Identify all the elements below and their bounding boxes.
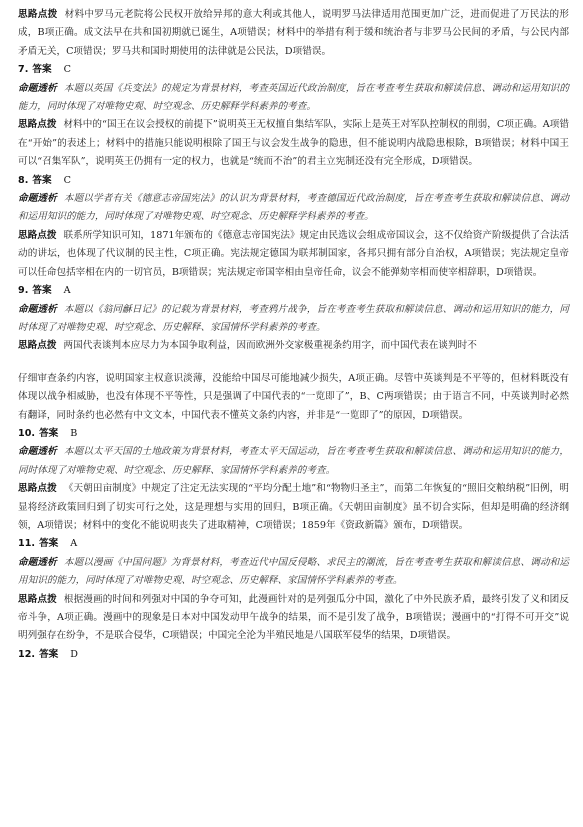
question-7-header [18, 61, 569, 79]
intent-label: 命题透析 [18, 556, 57, 568]
question-8-intent [18, 190, 569, 227]
analysis-text: 材料中的“国王在议会授权的前提下”说明英王无权擅自集结军队，实际上是英王对军队控制权的削弱，C项正确。A项错在“开始”的表述上；材料中的措施只能说明根除了国王与议会发生战争的隐患，但不能说明内战隐患根除，B项错误；材料中国王可以“召集军队”，说明英王仍拥有一定的权力，也就是“统而不治”的君主立宪制还没有完全形成，D项错误。 [18, 119, 569, 168]
answer-letter: B [70, 427, 78, 439]
question-9-analysis [18, 337, 569, 355]
answer-letter: C [63, 64, 71, 76]
analysis-text-continued: 仔细审查条约内容，说明国家主权意识淡薄，没能给中国尽可能地减少损失，A项正确。尽管中英谈判是不平等的，但材料既没有体现以战争相威胁，也没有体现不平等性，只是强调了中国代表的“一览即了”，B、C两项错误；由于语言不同，中英谈判时必然有翻译，同时条约也必然有中文文本，中国代表不懂英文条约内容，并非是“一览即了”的原因，D项错误。 [18, 372, 569, 421]
intent-label: 命题透析 [18, 303, 57, 315]
scan-gap [18, 356, 569, 370]
question-number: 10. [18, 427, 36, 439]
answer-letter: A [70, 538, 78, 550]
answer-label: 答案 [39, 538, 59, 550]
intent-text: 本题以漫画《中国问题》为背景材料，考查近代中国反侵略、求民主的潮流，旨在考查考生获取和解读信息、调动和运用知识的能力，同时体现了对唯物史观、时空观念、历史解释、家国情怀学科素养的考查。 [18, 556, 569, 587]
question-7-analysis [18, 116, 569, 171]
question-11-header [18, 535, 569, 553]
answer-letter: D [70, 648, 79, 660]
analysis-label: 思路点拨 [18, 9, 58, 20]
intent-label: 命题透析 [18, 193, 57, 205]
analysis-text: 《天朝田亩制度》中规定了注定无法实现的“平均分配土地”和“物物归圣主”，而第二年恢复的“照旧交粮纳税”旧例，明显将经济政策回归到了切实可行之处，这是理想与实用的回归，B项正确。《天朝田亩制度》虽不切合实际，但却是明确的经济纲领，A项错误；材料中的变化不能说明丧失了进取精神，C项错误；1859年《资政新篇》颁布，D项错误。 [18, 483, 569, 531]
analysis-label: 思路点拨 [18, 593, 57, 605]
analysis-label: 思路点拨 [18, 119, 57, 131]
analysis-text: 根据漫画的时间和列强对中国的争夺可知，此漫画针对的是列强瓜分中国，激化了中外民族矛盾，最终引发了义和团反帝斗争，A项正确。漫画中的现象是日本对中国发动甲午战争的结果，而不是引发了战争，B项错误；漫画中的“打得不可开交”说明列强存在纷争，不是联合侵华，C项错误；中国完全沦为半殖民地是八国联军侵华的结果，D项错误。 [18, 593, 569, 642]
answer-letter: C [63, 174, 71, 186]
answer-letter: A [63, 285, 71, 297]
answer-label: 答案 [39, 648, 59, 660]
question-number: 9. [18, 285, 29, 297]
intent-text: 本题以《翁同龢日记》的记载为背景材料，考查鸦片战争，旨在考查考生获取和解读信息、调动和运用知识的能力，同时体现了对唯物史观、时空观念、历史解释、家国情怀学科素养的考查。 [18, 303, 569, 333]
question-10-header [18, 425, 569, 443]
question-number: 12. [18, 648, 36, 660]
question-12-header [18, 646, 569, 664]
intent-label: 命题透析 [18, 446, 57, 458]
question-9-header [18, 282, 569, 300]
question-11-analysis [18, 591, 569, 646]
analysis-label: 思路点拨 [18, 340, 57, 352]
analysis-label: 思路点拨 [18, 229, 57, 241]
answer-label: 答案 [32, 285, 52, 297]
question-number: 11. [18, 538, 36, 550]
question-number: 8. [18, 174, 29, 186]
analysis-text: 材料中罗马元老院将公民权开放给异邦的意大利或其他人，说明罗马法律适用范围更加广泛，进而促进了万民法的形成，B项正确。成文法早在共和国初期就已诞生，A项错误；材料中的举措有利于缓和统治者与非罗马公民间的矛盾，与公民内部矛盾无关，C项错误；罗马共和国时期使用的法律就是公民法，D项错误。 [18, 9, 569, 57]
question-8-analysis [18, 227, 569, 282]
intent-text: 本题以英国《兵变法》的规定为背景材料，考查英国近代政治制度，旨在考查考生获取和解读信息、调动和运用知识的能力，同时体现了对唯物史观、时空观念、历史解释学科素养的考查。 [18, 82, 569, 113]
answer-label: 答案 [32, 64, 52, 76]
intent-text: 本题以太平天国的土地政策为背景材料，考查太平天国运动，旨在考查考生获取和解读信息、调动和运用知识的能力，同时体现了对唯物史观、时空观念、历史解释、家国情怀学科素养的考查。 [18, 446, 569, 476]
question-8-header [18, 172, 569, 190]
analysis-text: 联系所学知识可知，1871年颁布的《德意志帝国宪法》规定由民选议会组成帝国议会，这不仅给资产阶级提供了合法活动的讲坛，也体现了代议制的民主性，C项正确。宪法规定德国为联邦制国家，各邦只拥有部分自治权，A项错误；宪法规定皇帝可以任命包括宰相在内的一切官员，B项错误；宪法规定帝国宰相由皇帝任命，议会不能弹劾宰相而使宰相辞职，D项错误。 [18, 229, 569, 278]
answer-label: 答案 [39, 427, 59, 439]
question-number: 7. [18, 64, 29, 76]
analysis-text: 两国代表谈判本应尽力为本国争取利益，因而欧洲外交家极重视条约用字，而中国代表在谈判时不 [63, 340, 477, 352]
question-9-analysis-continued [18, 370, 569, 425]
intent-label: 命题透析 [18, 82, 57, 94]
paragraph-6-analysis [18, 6, 569, 61]
intent-text: 本题以学者有关《德意志帝国宪法》的认识为背景材料，考查德国近代政治制度，旨在考查考生获取和解读信息、调动和运用知识的能力，同时体现了对唯物史观、时空观念、历史解释学科素养的考查。 [18, 193, 569, 223]
answer-label: 答案 [32, 174, 52, 186]
question-11-intent [18, 554, 569, 591]
question-10-analysis [18, 480, 569, 535]
analysis-label: 思路点拨 [18, 483, 57, 495]
question-9-intent [18, 301, 569, 338]
question-10-intent [18, 443, 569, 480]
question-7-intent [18, 80, 569, 117]
